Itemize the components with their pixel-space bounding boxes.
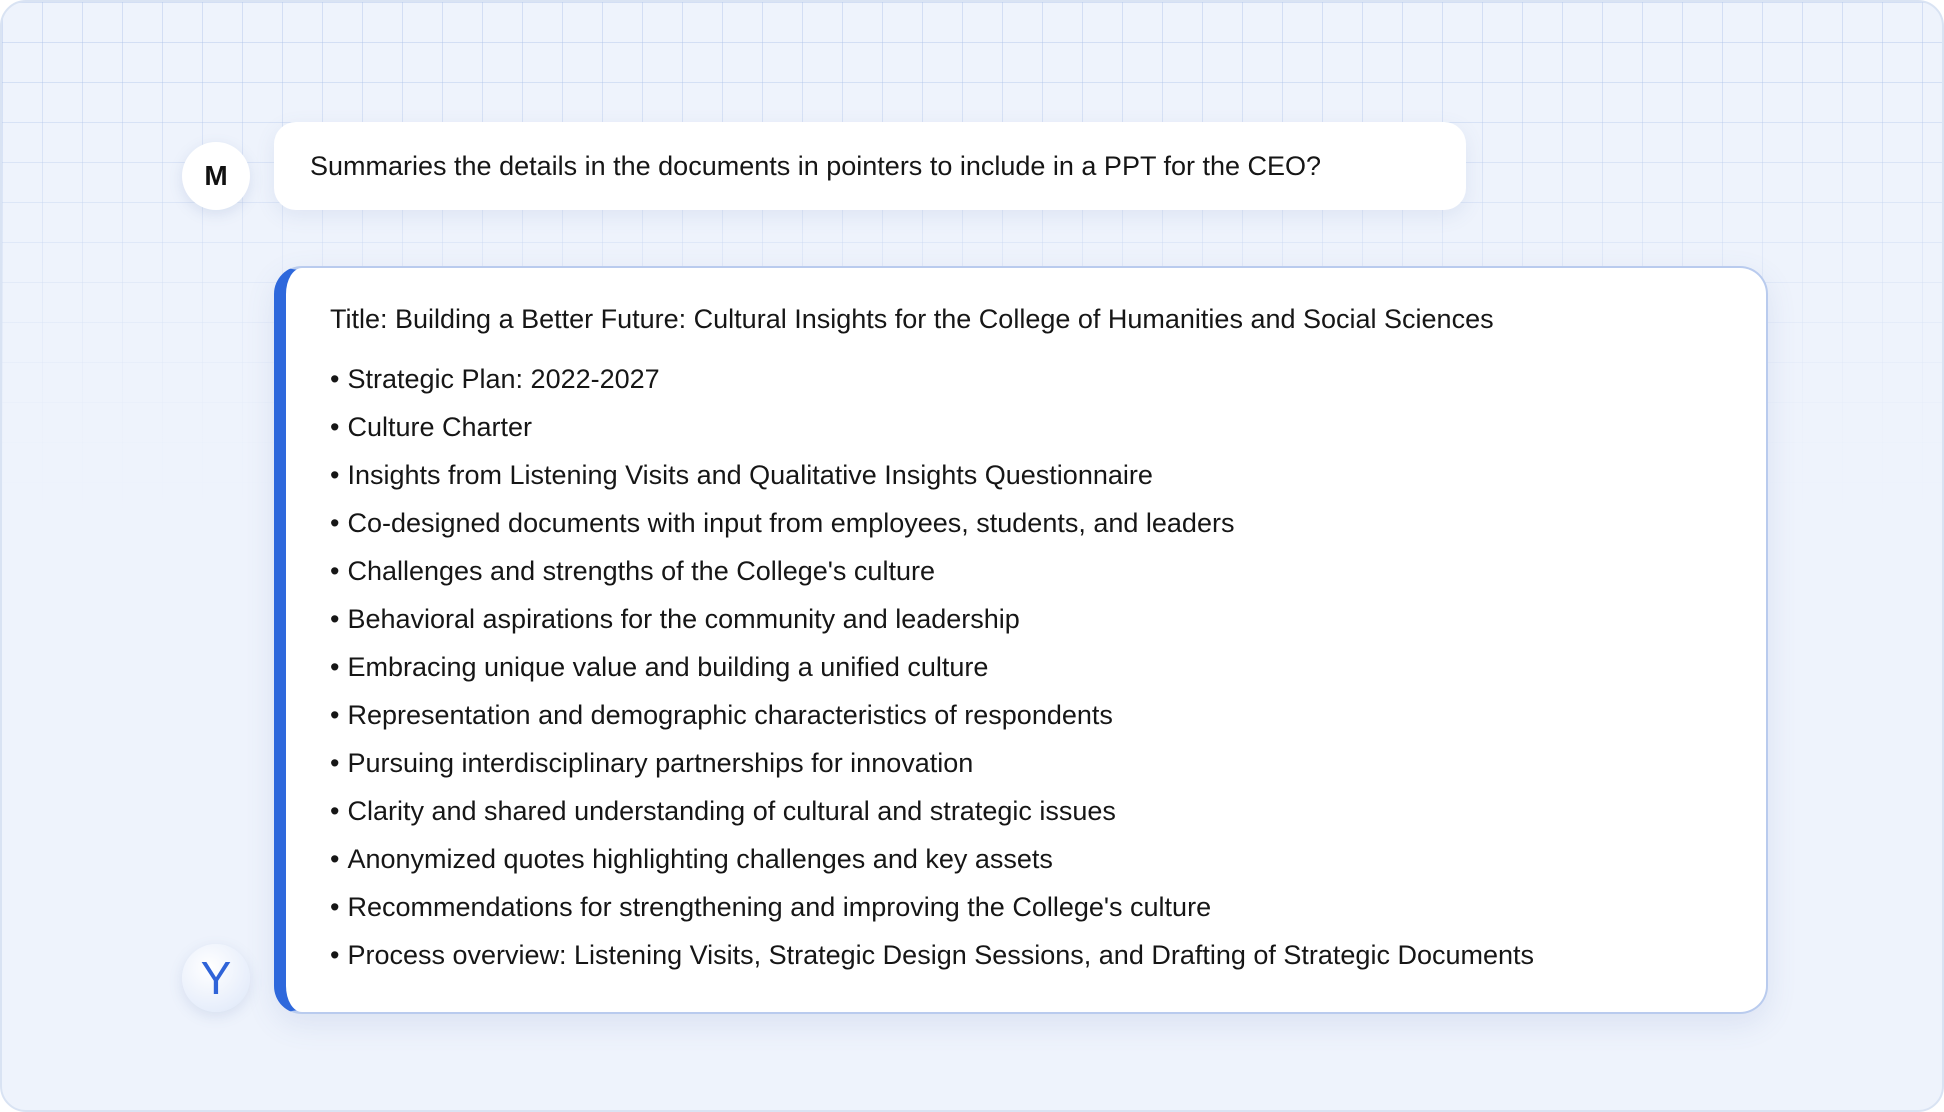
user-avatar-letter: M — [204, 160, 228, 191]
user-message-bubble — [274, 122, 1466, 210]
response-bullet-item — [330, 842, 1726, 890]
assistant-avatar — [182, 944, 250, 1012]
bullet-text: Anonymized quotes highlighting challenges and key assets — [347, 844, 1053, 874]
bullet-text: Process overview: Listening Visits, Strategic Design Sessions, and Drafting of Strategic Documents — [347, 940, 1535, 970]
bullet-glyph: • — [330, 412, 340, 442]
bullet-glyph: • — [330, 844, 340, 874]
bullet-glyph: • — [330, 700, 340, 730]
response-bullet-item — [330, 746, 1726, 794]
response-bullet-item — [330, 506, 1726, 554]
bullet-glyph: • — [330, 748, 340, 778]
bullet-text: Behavioral aspirations for the community and leadership — [347, 604, 1020, 634]
bullet-text: Recommendations for strengthening and improving the College's culture — [347, 892, 1212, 922]
bullet-glyph: • — [330, 940, 340, 970]
bullet-glyph: • — [330, 652, 340, 682]
response-bullet-item — [330, 458, 1726, 506]
user-avatar — [182, 142, 250, 210]
bullet-text: Challenges and strengths of the College's culture — [347, 556, 935, 586]
response-bullet-item — [330, 554, 1726, 602]
user-message-text: Summaries the details in the documents in pointers to include in a PPT for the CEO? — [310, 150, 1322, 181]
bullet-text: Strategic Plan: 2022-2027 — [347, 364, 660, 394]
bullet-text: Insights from Listening Visits and Qualitative Insights Questionnaire — [347, 460, 1153, 490]
assistant-avatar-letter: Y — [200, 952, 232, 1004]
response-bullet-item — [330, 938, 1726, 986]
bullet-glyph: • — [330, 364, 340, 394]
bullet-glyph: • — [330, 460, 340, 490]
response-bullet-item — [330, 410, 1726, 458]
response-bullet-item — [330, 650, 1726, 698]
bullet-text: Co-designed documents with input from employees, students, and leaders — [347, 508, 1235, 538]
bullet-text: Clarity and shared understanding of cultural and strategic issues — [347, 796, 1116, 826]
response-bullet-item — [330, 794, 1726, 842]
bullet-glyph: • — [330, 892, 340, 922]
response-bullet-item — [330, 362, 1726, 410]
bullet-text: Culture Charter — [347, 412, 533, 442]
bullet-glyph: • — [330, 796, 340, 826]
bullet-text: Representation and demographic characteristics of respondents — [347, 700, 1113, 730]
bullet-glyph: • — [330, 604, 340, 634]
response-bullet-item — [330, 890, 1726, 938]
bullet-text: Embracing unique value and building a unified culture — [347, 652, 989, 682]
response-bullet-item — [330, 698, 1726, 746]
bullet-glyph: • — [330, 556, 340, 586]
assistant-response-card — [274, 266, 1768, 1014]
bullet-text: Pursuing interdisciplinary partnerships for innovation — [347, 748, 974, 778]
bullet-glyph: • — [330, 508, 340, 538]
response-title: Title: Building a Better Future: Cultural Insights for the College of Humanities and Social Sciences — [330, 304, 1494, 334]
response-bullet-item — [330, 602, 1726, 650]
response-bullet-list — [330, 362, 1726, 986]
